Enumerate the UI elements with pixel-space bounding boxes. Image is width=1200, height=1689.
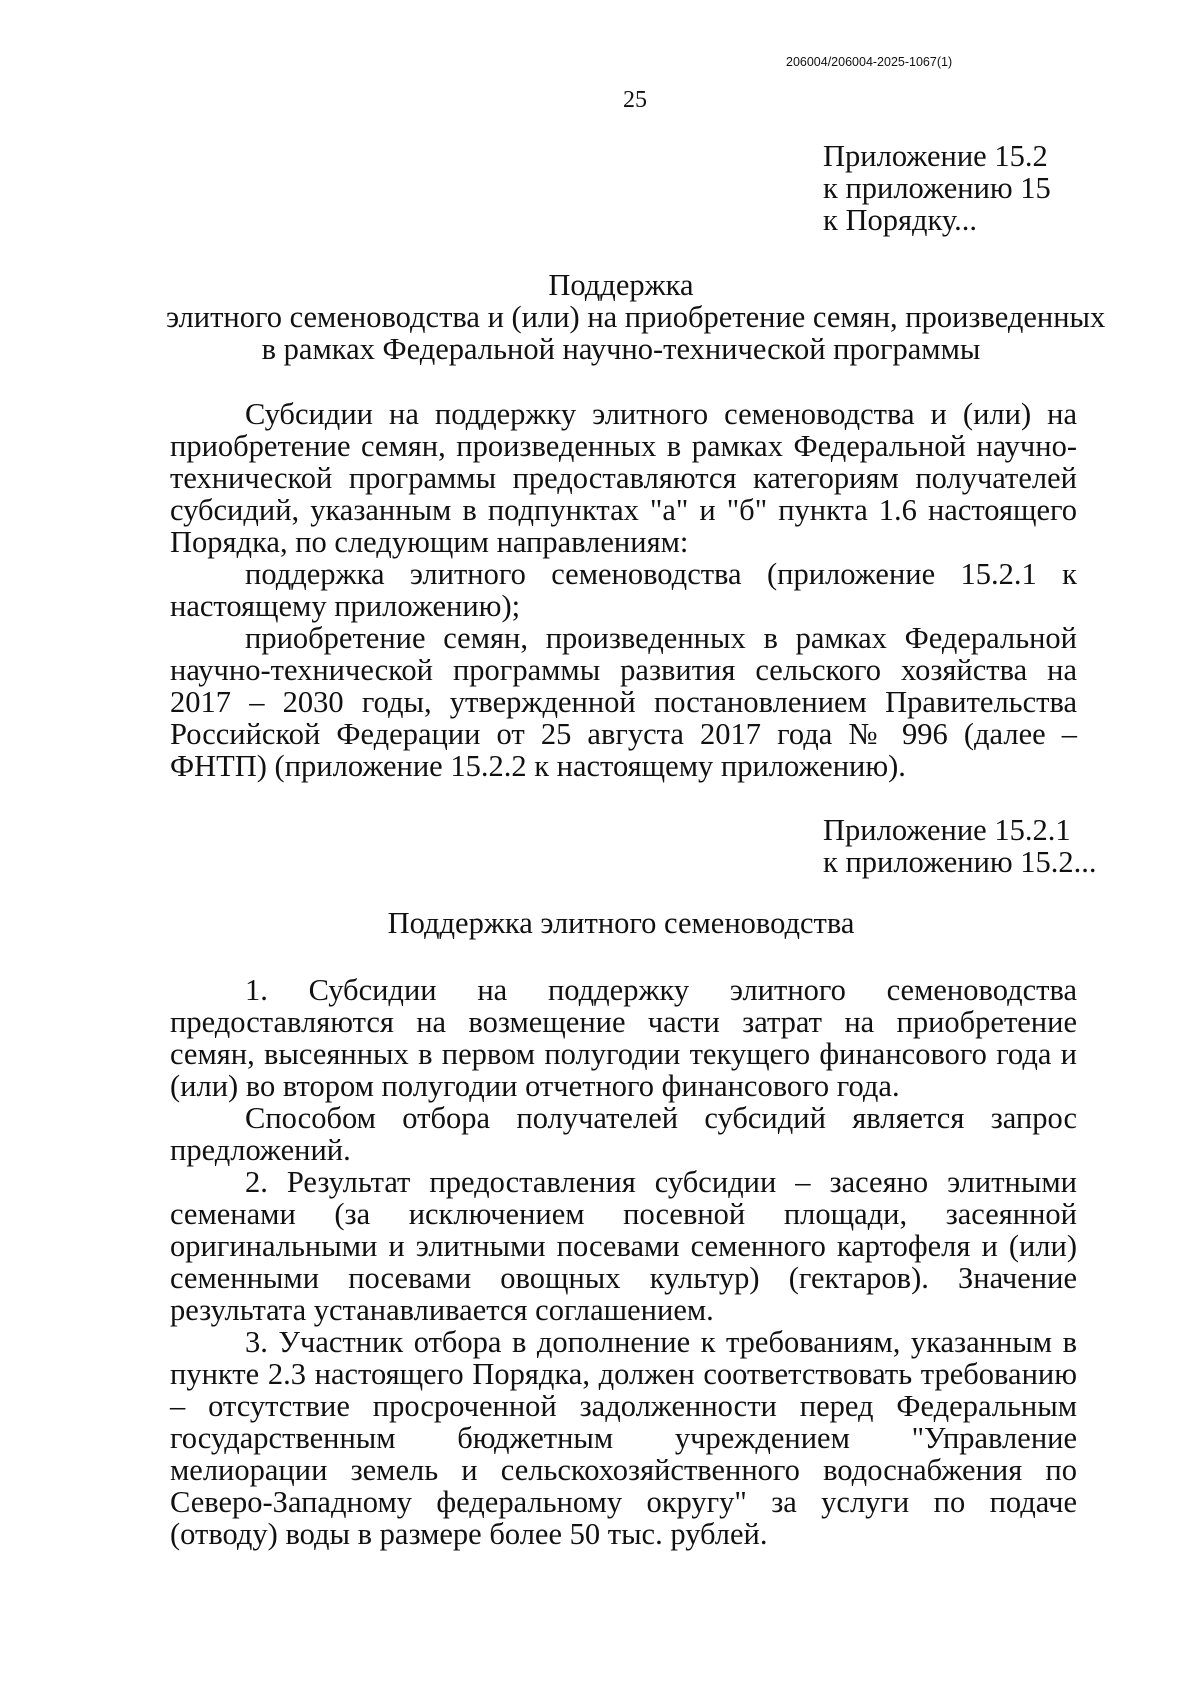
paragraph: 3. Участник отбора в дополнение к требованиям, указанным в пункте 2.3 настоящего Порядка, должен соответствовать требованию – отсутствие просроченной задолженности перед Федеральным государственным бюджетным учреждением "Управление мелиорации земель и сельскохозяйственного водоснабжения по Северо-Западному федеральному округу" за услуги по подаче (отводу) воды в размере более 50 тыс. рублей. xyxy=(170,1325,1077,1551)
section-2-body xyxy=(170,974,1077,1550)
title-line: в рамках Федеральной научно-технической программы xyxy=(261,332,981,366)
section-1-body xyxy=(170,398,1077,782)
title-line: Поддержка элитного семеноводства xyxy=(387,906,855,940)
appendix-reference-15-2 xyxy=(823,140,1051,236)
appendix-reference-15-2-1 xyxy=(823,814,1097,878)
appendix-line: Приложение 15.2 xyxy=(823,139,1048,173)
paragraph: 2. Результат предоставления субсидии – засеяно элитными семенами (за исключением посевной площади, засеянной оригинальными и элитными посевами семенного картофеля и (или) семенными посевами овощных культур) (гектаров). Значение результата устанавливается соглашением. xyxy=(170,1165,1077,1327)
appendix-line: к приложению 15 xyxy=(823,171,1051,205)
appendix-line: Приложение 15.2.1 xyxy=(823,813,1071,847)
title-line: элитного семеноводства и (или) на приобретение семян, произведенных xyxy=(166,300,1106,334)
document-id: 206004/206004-2025-1067(1) xyxy=(786,55,953,69)
title-line: Поддержка xyxy=(548,268,694,302)
appendix-line: к Порядку... xyxy=(823,203,977,237)
section-title-elite-seed-support-and-seeds xyxy=(166,268,1106,366)
paragraph: Способом отбора получателей субсидий является запрос предложений. xyxy=(170,1101,1077,1167)
paragraph: 1. Субсидии на поддержку элитного семеноводства предоставляются на возмещение части затрат на приобретение семян, высеянных в первом полугодии текущего финансового года и (или) во втором полугодии отчетного финансового года. xyxy=(170,973,1077,1103)
section-title-elite-seed-support xyxy=(166,907,1076,939)
appendix-line: к приложению 15.2... xyxy=(823,845,1097,879)
paragraph: поддержка элитного семеноводства (приложение 15.2.1 к настоящему приложению); xyxy=(170,557,1077,623)
paragraph: приобретение семян, произведенных в рамках Федеральной научно-технической программы развития сельского хозяйства на 2017 – 2030 годы, утвержденной постановлением Правительства Российской Федерации от 25 августа 2017 года № 996 (далее – ФНТП) (приложение 15.2.2 к настоящему приложению). xyxy=(170,621,1077,783)
paragraph: Субсидии на поддержку элитного семеноводства и (или) на приобретение семян, произведенных в рамках Федеральной научно-технической программы предоставляются категориям получателей субсидий, указанным в подпунктах "а" и "б" пункта 1.6 настоящего Порядка, по следующим направлениям: xyxy=(170,397,1077,559)
page-number: 25 xyxy=(623,87,647,113)
